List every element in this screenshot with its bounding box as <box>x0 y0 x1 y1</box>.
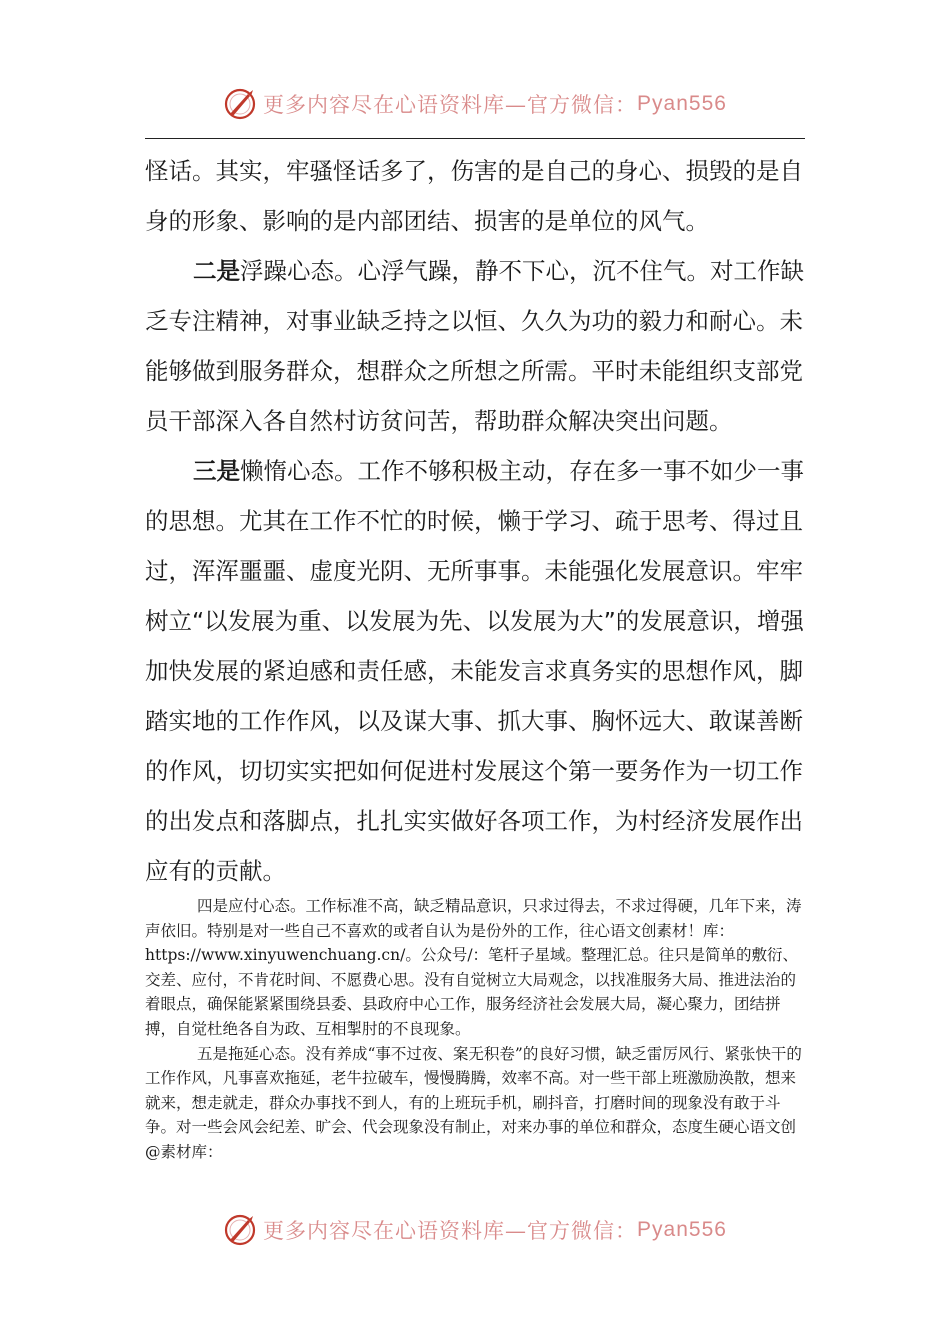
paragraph-3-lead: 三是 <box>193 457 240 485</box>
footer-wechat-handle: Pyan556 <box>637 1218 727 1241</box>
paragraph-3-text: 懒惰心态。工作不够积极主动，存在多一事不如少一事的思想。尤其在工作不忙的时候，懒于学习、疏于思考、得过且过，浑浑噩噩、虚度光阴、无所事事。未能强化发展意识。牢牢树立“以发展为重、以发展为先、以发展为大”的发展意识，增强加快发展的紧迫感和责任感，未能发言求真务实的思想作风，脚踏实地的工作作风，以及谋大事、抓大事、胸怀远大、敢谋善断的作风，切切实实把如何促进村发展这个第一要务作为一切工作的出发点和落脚点，扎扎实实做好各项工作，为村经济发展作出应有的贡献。 <box>145 457 804 885</box>
body-large-text <box>145 146 810 896</box>
header-divider <box>145 138 805 139</box>
quill-logo-icon <box>223 1213 257 1247</box>
quill-logo-icon <box>223 87 257 121</box>
paragraph-2-text: 浮躁心态。心浮气躁，静不下心，沉不住气。对工作缺乏专注精神，对事业缺乏持之以恒、久久为功的毅力和耐心。未能够做到服务群众，想群众之所想之所需。平时未能组织支部党员干部深入各自然村访贫问苦，帮助群众解决突出问题。 <box>145 257 804 435</box>
paragraph-2-lead: 二是 <box>193 257 240 285</box>
banner-text: 更多内容尽在心语资料库—官方微信： <box>263 93 638 117</box>
body-small-text <box>145 894 810 1165</box>
header-banner <box>0 82 950 126</box>
paragraph-1: 怪话。其实，牢骚怪话多了，伤害的是自己的身心、损毁的是自身的形象、影响的是内部团结、损害的是单位的风气。 <box>145 157 803 235</box>
footer-banner-text: 更多内容尽在心语资料库—官方微信： <box>263 1219 638 1243</box>
paragraph-5: 五是拖延心态。没有养成“事不过夜、案无积卷”的良好习惯，缺乏雷厉风行、紧张快干的工作作风，凡事喜欢拖延，老牛拉破车，慢慢腾腾，效率不高。对一些干部上班激励涣散，想来就来，想走就走，群众办事找不到人，有的上班玩手机，刷抖音，打磨时间的现象没有敢于斗争。对一些会风会纪差、旷会、代会现象没有制止，对来办事的单位和群众，态度生硬心语文创@素材库： <box>145 1044 802 1161</box>
paragraph-3 <box>145 446 810 896</box>
footer-banner <box>0 1208 950 1252</box>
paragraph-4: 四是应付心态。工作标准不高，缺乏精品意识，只求过得去，不求过得硬，几年下来，涛声依旧。特别是对一些自己不喜欢的或者自认为是份外的工作，往心语文创素材！库：https://www.xinyuwenchuang.cn/。公众号/：笔杆子星域。整理汇总。往只是简单的敷衍、交差、应付，不肯花时间、不愿费心思。没有自觉树立大局观念，以找准服务大局、推进法治的着眼点，确保能紧紧围绕县委、县政府中心工作，服务经济社会发展大局，凝心聚力，团结拼搏，自觉杜绝各自为政、互相掣肘的不良现象。 <box>145 897 802 1038</box>
banner-wechat-handle: Pyan556 <box>637 92 727 115</box>
paragraph-2 <box>145 246 810 446</box>
